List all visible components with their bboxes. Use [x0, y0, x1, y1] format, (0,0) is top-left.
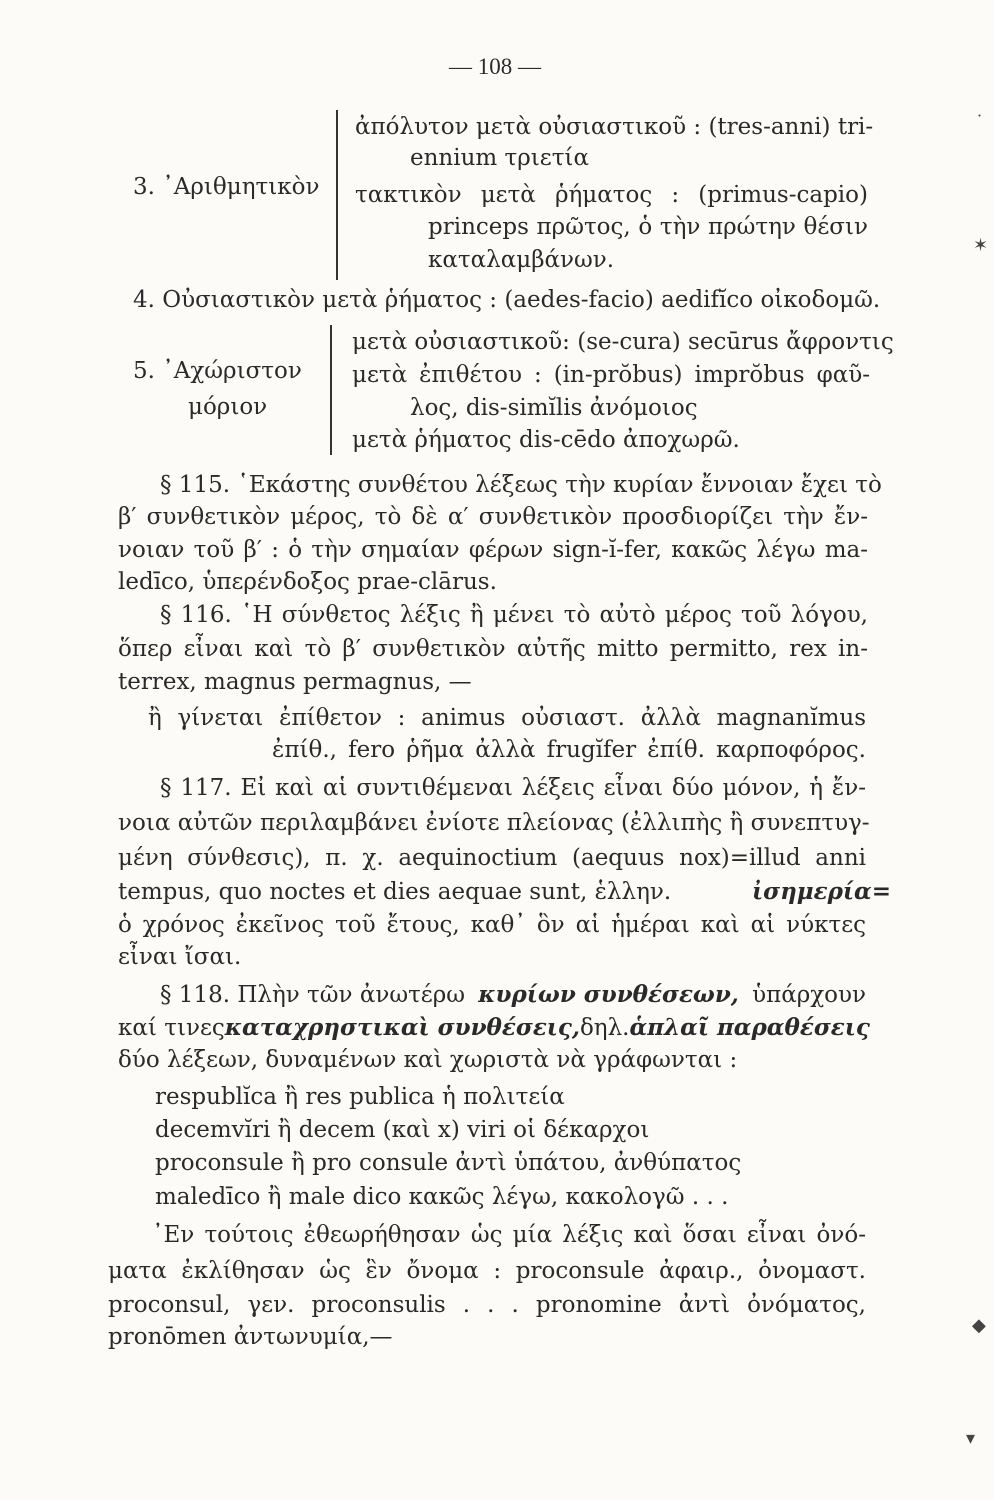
group-3-line: καταλαμβάνων.: [428, 247, 615, 273]
example-line: proconsule ἢ pro consule ἀντὶ ὑπάτου, ἀνθύπατος: [155, 1150, 742, 1176]
text: ὑπάρχουν: [752, 982, 866, 1008]
group-5-label: 5. ᾿Αχώριστον: [133, 358, 302, 384]
group-3-line: ennium τριετία: [410, 145, 589, 171]
paragraph-117-line: ὁ χρόνος ἐκεῖνος τοῦ ἔτους, καθ᾿ ὃν αἱ ἡμέραι καὶ αἱ νύκτες: [118, 912, 866, 938]
group-3-line: ἀπόλυτον μετὰ οὐσιαστικοῦ : (tres-anni) tri-: [355, 114, 874, 140]
group-3-line: τακτικὸν μετὰ ῥήματος : (primus-capio): [355, 182, 868, 208]
paragraph-116-line: § 116. ῾Η σύνθετος λέξις ἢ μένει τὸ αὐτὸ μέρος τοῦ λόγου,: [160, 602, 868, 628]
closing-line: ματα ἐκλίθησαν ὡς ἓν ὄνομα : proconsule ἀφαιρ., ὀνομαστ.: [108, 1258, 866, 1284]
paragraph-115-line: § 115. ῾Εκάστης συνθέτου λέξεως τὴν κυρίαν ἔννοιαν ἔχει τὸ: [160, 472, 882, 498]
closing-line: pronōmen ἀντωνυμία,—: [108, 1324, 393, 1350]
paragraph-118-line-1: [160, 980, 866, 1010]
text: καί τινες: [118, 1015, 225, 1041]
paragraph-117-line: εἶναι ἴσαι.: [118, 944, 242, 970]
example-line: respublĭca ἢ res publica ἡ πολιτεία: [155, 1084, 565, 1110]
paragraph-116-line: terrex, magnus permagnus, —: [118, 669, 472, 695]
paragraph-117-term: ἰσημερία=: [752, 878, 892, 905]
paragraph-117-line: μένη σύνθεσις), π. χ. aequinoctium (aequus nox)=illud anni: [118, 845, 866, 871]
closing-line: proconsul, γεν. proconsulis . . . pronomine ἀντὶ ὀνόματος,: [108, 1292, 866, 1318]
margin-speck: ◆: [972, 1315, 986, 1336]
emphasis-term: ἁπλαῖ παραθέσεις: [629, 1014, 870, 1041]
group-5-label: μόριον: [188, 394, 268, 420]
paragraph-117-line: tempus, quo noctes et dies aequae sunt, ἑλλην.: [118, 879, 672, 905]
brace-group-3: [336, 110, 338, 280]
paragraph-116-line: ἐπίθ., fero ῥῆμα ἀλλὰ frugĭfer ἐπίθ. καρποφόρος.: [272, 737, 866, 763]
text: δηλ.: [579, 1015, 630, 1041]
paragraph-115-line: νοιαν τοῦ β′ : ὁ τὴν σημαίαν φέρων sign-ĭ-fer, κακῶς λέγω ma-: [118, 537, 868, 563]
group-5-line: μετὰ ἐπιθέτου : (in-prŏbus) imprŏbus φαῦ-: [352, 362, 870, 388]
group-3-label: 3. ᾿Αριθμητικὸν: [133, 174, 320, 200]
page-number: — 108 —: [449, 54, 541, 79]
paragraph-117-line: νοια αὐτῶν περιλαμβάνει ἐνίοτε πλείονας (ἐλλιπὴς ἢ συνεπτυγ-: [118, 810, 870, 836]
group-5-line: μετὰ ῥήματος dis-cēdo ἀποχωρῶ.: [352, 427, 740, 453]
closing-line: ᾿Εν τούτοις ἐθεωρήθησαν ὡς μία λέξις καὶ ὅσαι εἶναι ὀνό-: [152, 1222, 866, 1248]
group-3-line: princeps πρῶτος, ὁ τὴν πρώτην θέσιν: [428, 214, 868, 240]
margin-speck: ˙: [975, 112, 984, 133]
paragraph-118-line-3: δύο λέξεων, δυναμένων καὶ χωριστὰ νὰ γράφωνται :: [118, 1047, 738, 1073]
text: § 118. Πλὴν τῶν ἀνωτέρω: [160, 982, 465, 1008]
paragraph-116-line: ὅπερ εἶναι καὶ τὸ β′ συνθετικὸν αὐτῆς mitto permitto, rex in-: [118, 636, 868, 662]
emphasis-term: κυρίων συνθέσεων,: [478, 981, 739, 1008]
group-5-line: μετὰ οὐσιαστικοῦ: (se-cura) secūrus ἄφροντις: [352, 329, 894, 355]
brace-group-5: [330, 325, 332, 455]
paragraph-116-line: ἢ γίνεται ἐπίθετον : animus οὐσιαστ. ἀλλὰ magnanĭmus: [148, 705, 866, 731]
paragraph-115-line: ledīco, ὑπερένδοξος prae-clārus.: [118, 569, 497, 595]
line-4: 4. Οὐσιαστικὸν μετὰ ῥήματος : (aedes-facio) aedifĭco οἰκοδομῶ.: [133, 287, 881, 313]
margin-speck: ✶: [973, 235, 989, 256]
margin-speck: ▾: [966, 1428, 976, 1449]
group-5-line: λος, dis-simĭlis ἀνόμοιος: [410, 395, 698, 421]
paragraph-118-line-2: [118, 1013, 868, 1043]
emphasis-term: καταχρηστικαὶ συνθέσεις,: [224, 1014, 580, 1041]
paragraph-117-line: § 117. Εἰ καὶ αἱ συντιθέμεναι λέξεις εἶναι δύο μόνον, ἡ ἔν-: [160, 775, 866, 801]
example-line: decemvĭri ἢ decem (καὶ x) viri οἱ δέκαρχοι: [155, 1117, 650, 1143]
example-line: maledīco ἢ male dico κακῶς λέγω, κακολογῶ . . .: [155, 1184, 729, 1210]
paragraph-115-line: β′ συνθετικὸν μέρος, τὸ δὲ α′ συνθετικὸν προσδιορίζει τὴν ἔν-: [118, 504, 868, 530]
